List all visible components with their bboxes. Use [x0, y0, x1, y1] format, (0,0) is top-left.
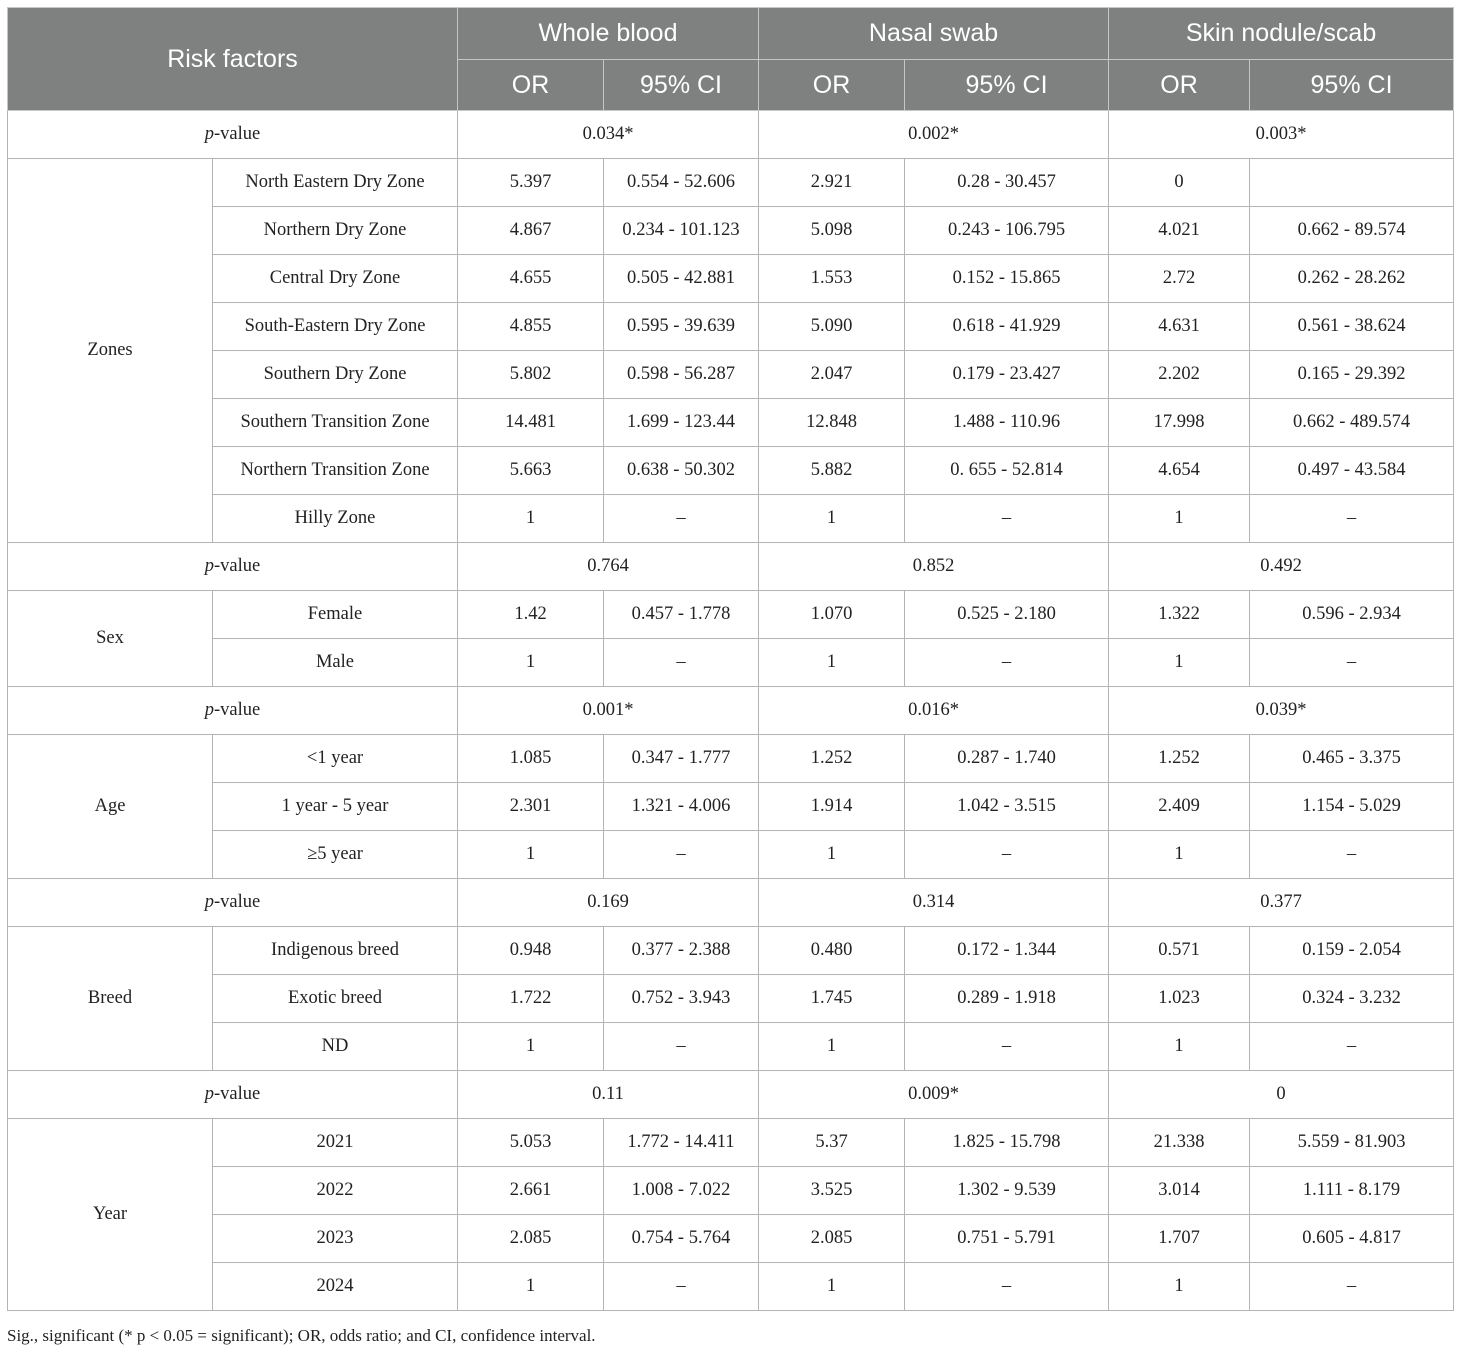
or-value: 0.480 [759, 927, 905, 975]
category-label: South-Eastern Dry Zone [213, 303, 458, 351]
or-value: 1.023 [1109, 975, 1250, 1023]
risk-factor-table-container [7, 7, 1453, 1311]
ci-value: 0.165 - 29.392 [1250, 351, 1454, 399]
or-value: 1 [458, 495, 604, 543]
or-value: 0.571 [1109, 927, 1250, 975]
or-value: 1 [1109, 1263, 1250, 1311]
ci-value: 0.28 - 30.457 [905, 159, 1109, 207]
or-value: 4.655 [458, 255, 604, 303]
or-value: 21.338 [1109, 1119, 1250, 1167]
ci-value: 0.347 - 1.777 [604, 735, 759, 783]
or-value: 1 [458, 1263, 604, 1311]
ci-value: – [1250, 831, 1454, 879]
ci-value: 1.008 - 7.022 [604, 1167, 759, 1215]
ci-value: – [1250, 495, 1454, 543]
pvalue-cell: 0.377 [1109, 879, 1454, 927]
ci-value: – [905, 639, 1109, 687]
or-value: 1.553 [759, 255, 905, 303]
ci-value: – [905, 495, 1109, 543]
or-value: 1 [1109, 1023, 1250, 1071]
pvalue-cell: 0.016* [759, 687, 1109, 735]
ci-value: 0.595 - 39.639 [604, 303, 759, 351]
pvalue-cell: 0.492 [1109, 543, 1454, 591]
table-footnote: Sig., significant (* p < 0.05 = significant); OR, odds ratio; and CI, confidence interval. [7, 1326, 596, 1345]
or-value: 1 [1109, 495, 1250, 543]
pvalue-label-italic: p [204, 556, 214, 576]
or-value: 1.42 [458, 591, 604, 639]
table-row [8, 831, 1454, 879]
or-value: 1 [759, 495, 905, 543]
or-value: 14.481 [458, 399, 604, 447]
ci-value: 0. 655 - 52.814 [905, 447, 1109, 495]
or-header: OR [1109, 60, 1250, 111]
table-row [8, 1263, 1454, 1311]
or-value: 1.722 [458, 975, 604, 1023]
category-label: Southern Dry Zone [213, 351, 458, 399]
or-value: 1 [759, 639, 905, 687]
or-value: 5.37 [759, 1119, 905, 1167]
category-label: 2022 [213, 1167, 458, 1215]
pvalue-row [8, 543, 1454, 591]
category-label: Central Dry Zone [213, 255, 458, 303]
table-row [8, 735, 1454, 783]
table-row [8, 447, 1454, 495]
ci-value: 0.605 - 4.817 [1250, 1215, 1454, 1263]
or-value: 1 [1109, 639, 1250, 687]
ci-header: 95% CI [1250, 60, 1454, 111]
or-value: 5.882 [759, 447, 905, 495]
or-value: 4.867 [458, 207, 604, 255]
ci-value: 0.554 - 52.606 [604, 159, 759, 207]
or-value: 2.921 [759, 159, 905, 207]
category-label: ND [213, 1023, 458, 1071]
ci-value: 0.505 - 42.881 [604, 255, 759, 303]
ci-value [1250, 159, 1454, 207]
table-row [8, 1215, 1454, 1263]
or-value: 1 [759, 831, 905, 879]
pvalue-cell: 0.009* [759, 1071, 1109, 1119]
pvalue-row [8, 111, 1454, 159]
or-value: 5.098 [759, 207, 905, 255]
or-value: 4.654 [1109, 447, 1250, 495]
or-value: 2.202 [1109, 351, 1250, 399]
ci-value: 1.111 - 8.179 [1250, 1167, 1454, 1215]
or-value: 1 [458, 1023, 604, 1071]
ci-value: 0.289 - 1.918 [905, 975, 1109, 1023]
ci-value: 0.465 - 3.375 [1250, 735, 1454, 783]
pvalue-label-italic: p [204, 892, 214, 912]
risk-factor-table [7, 7, 1454, 1311]
pvalue-label [8, 543, 458, 591]
pvalue-row [8, 879, 1454, 927]
pvalue-label-rest: -value [214, 556, 261, 576]
pvalue-label-italic: p [204, 1084, 214, 1104]
or-value: 0.948 [458, 927, 604, 975]
ci-value: 0.525 - 2.180 [905, 591, 1109, 639]
pvalue-label-rest: -value [214, 124, 261, 144]
or-value: 5.397 [458, 159, 604, 207]
or-value: 1.707 [1109, 1215, 1250, 1263]
pvalue-cell: 0.169 [458, 879, 759, 927]
or-value: 5.802 [458, 351, 604, 399]
category-label: Northern Dry Zone [213, 207, 458, 255]
pvalue-cell: 0.11 [458, 1071, 759, 1119]
or-value: 1.914 [759, 783, 905, 831]
or-value: 4.021 [1109, 207, 1250, 255]
ci-value: 0.561 - 38.624 [1250, 303, 1454, 351]
or-value: 4.855 [458, 303, 604, 351]
ci-header: 95% CI [604, 60, 759, 111]
or-value: 1.070 [759, 591, 905, 639]
ci-value: 0.262 - 28.262 [1250, 255, 1454, 303]
ci-value: 0.497 - 43.584 [1250, 447, 1454, 495]
or-value: 5.663 [458, 447, 604, 495]
or-value: 2.085 [759, 1215, 905, 1263]
ci-value: 0.662 - 489.574 [1250, 399, 1454, 447]
ci-value: 1.302 - 9.539 [905, 1167, 1109, 1215]
ci-value: 0.243 - 106.795 [905, 207, 1109, 255]
pvalue-row [8, 1071, 1454, 1119]
pvalue-label-rest: -value [214, 700, 261, 720]
ci-value: – [604, 831, 759, 879]
ci-value: – [1250, 1263, 1454, 1311]
or-value: 1 [458, 831, 604, 879]
table-row [8, 975, 1454, 1023]
or-value: 5.090 [759, 303, 905, 351]
or-value: 2.409 [1109, 783, 1250, 831]
or-value: 1.745 [759, 975, 905, 1023]
ci-value: – [905, 1023, 1109, 1071]
or-value: 2.047 [759, 351, 905, 399]
ci-value: 0.324 - 3.232 [1250, 975, 1454, 1023]
ci-value: 1.825 - 15.798 [905, 1119, 1109, 1167]
or-header: OR [458, 60, 604, 111]
table-row [8, 1023, 1454, 1071]
ci-value: 0.172 - 1.344 [905, 927, 1109, 975]
group-header-whole-blood: Whole blood [458, 8, 759, 60]
pvalue-label-italic: p [204, 124, 214, 144]
ci-value: 0.754 - 5.764 [604, 1215, 759, 1263]
pvalue-label [8, 1071, 458, 1119]
pvalue-cell: 0.314 [759, 879, 1109, 927]
pvalue-label-rest: -value [214, 1084, 261, 1104]
or-value: 1 [759, 1263, 905, 1311]
ci-value: 0.618 - 41.929 [905, 303, 1109, 351]
pvalue-cell: 0.852 [759, 543, 1109, 591]
ci-value: 1.699 - 123.44 [604, 399, 759, 447]
ci-value: 1.772 - 14.411 [604, 1119, 759, 1167]
or-value: 3.014 [1109, 1167, 1250, 1215]
or-value: 1 [1109, 831, 1250, 879]
ci-value: 1.321 - 4.006 [604, 783, 759, 831]
ci-value: – [1250, 1023, 1454, 1071]
pvalue-cell: 0.764 [458, 543, 759, 591]
ci-value: 0.287 - 1.740 [905, 735, 1109, 783]
category-label: 2021 [213, 1119, 458, 1167]
table-row [8, 159, 1454, 207]
ci-value: 1.042 - 3.515 [905, 783, 1109, 831]
ci-value: – [604, 639, 759, 687]
or-value: 1.252 [1109, 735, 1250, 783]
group-header-nasal-swab: Nasal swab [759, 8, 1109, 60]
category-label: 2023 [213, 1215, 458, 1263]
or-value: 2.72 [1109, 255, 1250, 303]
pvalue-cell: 0.039* [1109, 687, 1454, 735]
ci-value: – [604, 1023, 759, 1071]
ci-value: 0.638 - 50.302 [604, 447, 759, 495]
pvalue-cell: 0 [1109, 1071, 1454, 1119]
or-value: 1 [458, 639, 604, 687]
ci-value: 0.751 - 5.791 [905, 1215, 1109, 1263]
ci-value: 0.457 - 1.778 [604, 591, 759, 639]
ci-value: 0.662 - 89.574 [1250, 207, 1454, 255]
ci-value: – [905, 831, 1109, 879]
table-header [8, 8, 1454, 111]
ci-value: 0.752 - 3.943 [604, 975, 759, 1023]
category-label: ≥5 year [213, 831, 458, 879]
or-value: 2.085 [458, 1215, 604, 1263]
ci-value: – [905, 1263, 1109, 1311]
table-row [8, 591, 1454, 639]
table-body [8, 111, 1454, 1311]
pvalue-row [8, 687, 1454, 735]
pvalue-label [8, 879, 458, 927]
risk-factor-name: Breed [8, 927, 213, 1071]
table-row [8, 255, 1454, 303]
category-label: Indigenous breed [213, 927, 458, 975]
or-header: OR [759, 60, 905, 111]
table-row [8, 639, 1454, 687]
risk-factor-name: Age [8, 735, 213, 879]
group-header-skin-nodule: Skin nodule/scab [1109, 8, 1454, 60]
table-row [8, 399, 1454, 447]
category-label: Exotic breed [213, 975, 458, 1023]
or-value: 1.085 [458, 735, 604, 783]
table-row [8, 495, 1454, 543]
table-row [8, 351, 1454, 399]
or-value: 4.631 [1109, 303, 1250, 351]
pvalue-cell: 0.003* [1109, 111, 1454, 159]
ci-value: – [1250, 639, 1454, 687]
pvalue-label-rest: -value [214, 892, 261, 912]
or-value: 1.322 [1109, 591, 1250, 639]
or-value: 2.301 [458, 783, 604, 831]
ci-value: 1.488 - 110.96 [905, 399, 1109, 447]
category-label: Hilly Zone [213, 495, 458, 543]
category-label: 2024 [213, 1263, 458, 1311]
pvalue-label [8, 111, 458, 159]
category-label: 1 year - 5 year [213, 783, 458, 831]
ci-value: 0.159 - 2.054 [1250, 927, 1454, 975]
pvalue-cell: 0.002* [759, 111, 1109, 159]
or-value: 0 [1109, 159, 1250, 207]
or-value: 2.661 [458, 1167, 604, 1215]
category-label: <1 year [213, 735, 458, 783]
pvalue-cell: 0.001* [458, 687, 759, 735]
table-row [8, 1119, 1454, 1167]
pvalue-cell: 0.034* [458, 111, 759, 159]
table-row [8, 927, 1454, 975]
ci-value: 0.234 - 101.123 [604, 207, 759, 255]
table-row [8, 783, 1454, 831]
category-label: Northern Transition Zone [213, 447, 458, 495]
or-value: 1 [759, 1023, 905, 1071]
ci-value: 0.596 - 2.934 [1250, 591, 1454, 639]
category-label: Female [213, 591, 458, 639]
pvalue-label [8, 687, 458, 735]
pvalue-label-italic: p [204, 700, 214, 720]
category-label: Southern Transition Zone [213, 399, 458, 447]
or-value: 17.998 [1109, 399, 1250, 447]
category-label: Male [213, 639, 458, 687]
ci-value: – [604, 1263, 759, 1311]
ci-value: 0.598 - 56.287 [604, 351, 759, 399]
risk-factors-header: Risk factors [8, 8, 458, 111]
ci-header: 95% CI [905, 60, 1109, 111]
or-value: 12.848 [759, 399, 905, 447]
risk-factor-name: Zones [8, 159, 213, 543]
category-label: North Eastern Dry Zone [213, 159, 458, 207]
ci-value: 0.377 - 2.388 [604, 927, 759, 975]
or-value: 3.525 [759, 1167, 905, 1215]
ci-value: 0.152 - 15.865 [905, 255, 1109, 303]
table-row [8, 1167, 1454, 1215]
or-value: 1.252 [759, 735, 905, 783]
ci-value: 0.179 - 23.427 [905, 351, 1109, 399]
or-value: 5.053 [458, 1119, 604, 1167]
table-row [8, 207, 1454, 255]
risk-factor-name: Sex [8, 591, 213, 687]
risk-factor-name: Year [8, 1119, 213, 1311]
ci-value: 5.559 - 81.903 [1250, 1119, 1454, 1167]
ci-value: 1.154 - 5.029 [1250, 783, 1454, 831]
table-row [8, 303, 1454, 351]
ci-value: – [604, 495, 759, 543]
